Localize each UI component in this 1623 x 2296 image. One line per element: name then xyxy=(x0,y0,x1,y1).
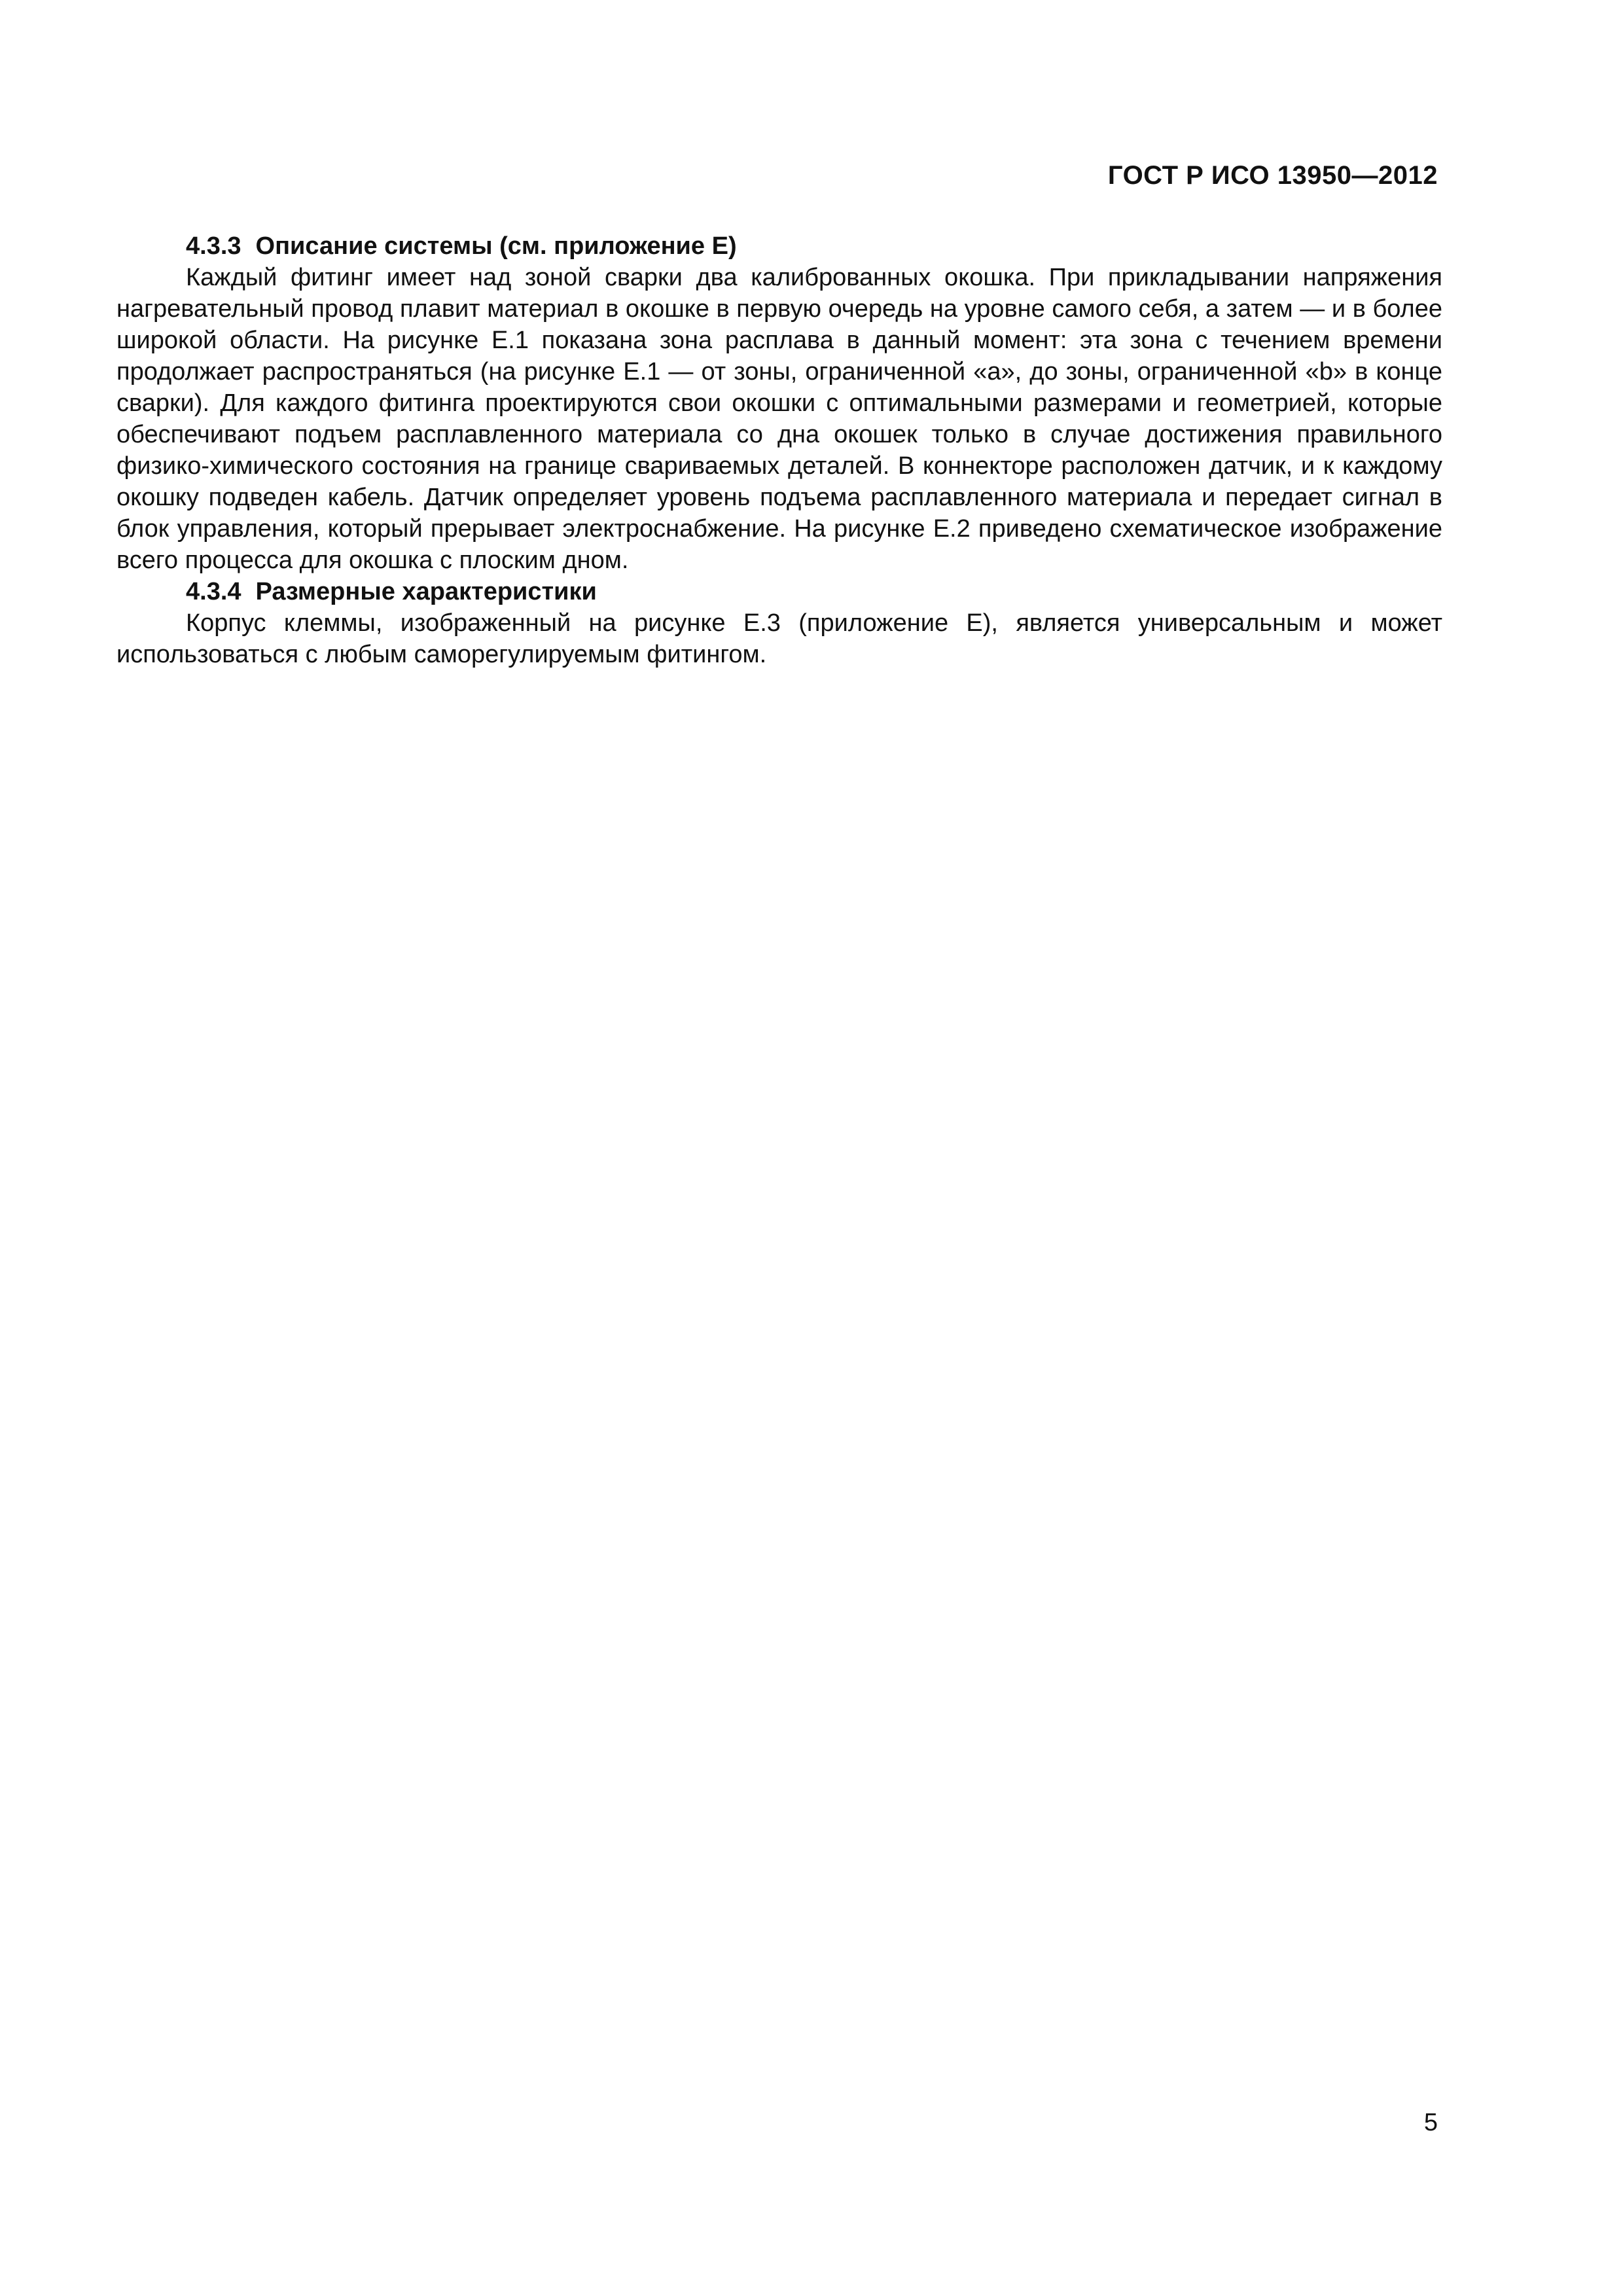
section-title: Размерные характеристики xyxy=(255,578,597,605)
section-number: 4.3.3 xyxy=(186,232,241,260)
document-standard-code: ГОСТ Р ИСО 13950—2012 xyxy=(1107,161,1438,190)
section-heading xyxy=(116,230,1442,262)
document-body xyxy=(116,230,1442,670)
section-paragraph: Каждый фитинг имеет над зоной сварки два калиброванных окошка. При прикладывании напряжения нагревательный провод плавит материал в окошке в первую очередь на уровне самого себя, а затем — и в более широкой области. На рисунке Е.1 показана зона расплава в данный момент: эта зона с течением времени продолжает распространяться (на рисунке Е.1 — от зоны, ограниченной «a», до зоны, ограниченной «b» в конце сварки). Для каждого фитинга проектируются свои окошки с оптимальными размерами и геометрией, которые обеспечивают подъем расплавленного материала со дна окошек только в случае достижения правильного физико-химического состояния на границе свариваемых деталей. В коннекторе расположен датчик, и к каждому окошку подведен кабель. Датчик определяет уровень подъема расплавленного материала и передает сигнал в блок управления, который прерывает электроснабжение. На рисунке Е.2 приведено схематическое изображение всего процесса для окошка с плоским дном. xyxy=(116,264,1442,574)
page-number: 5 xyxy=(1423,2109,1438,2136)
section-paragraph: Корпус клеммы, изображенный на рисунке Е.3 (приложение Е), является универсальным и может использоваться с любым саморегулируемым фитингом. xyxy=(116,609,1442,668)
section-4-3-3 xyxy=(116,230,1442,576)
section-4-3-4 xyxy=(116,576,1442,670)
section-heading xyxy=(116,576,1442,607)
section-title: Описание системы (см. приложение E) xyxy=(255,232,737,260)
section-number: 4.3.4 xyxy=(186,578,241,605)
